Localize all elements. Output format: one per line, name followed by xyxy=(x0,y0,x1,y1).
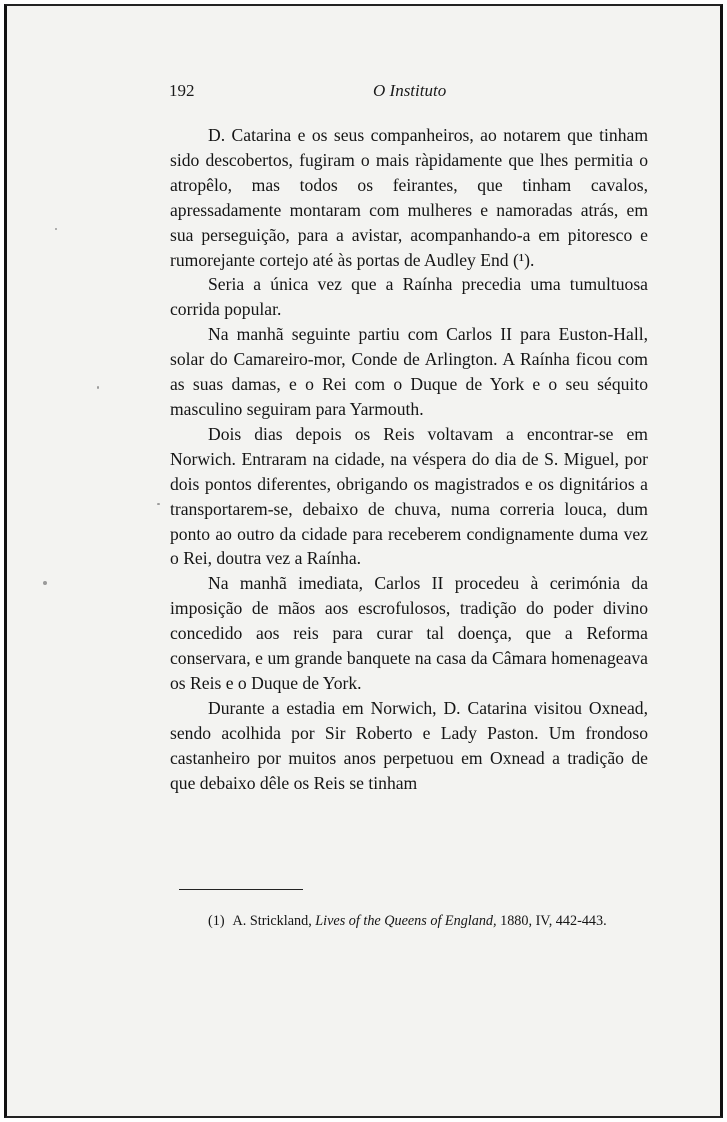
paper-speck xyxy=(43,581,47,585)
paragraph: Dois dias depois os Reis voltavam a encontrar-se em Norwich. Entraram na cidade, na véspera do dia de S. Miguel, por dois pontos diferentes, obrigando os magistrados e os dignitários a transportarem-se, debaixo de chuva, numa correria louca, dum ponto ao outro da cidade para receberem condignamente duma vez o Rei, doutra vez a Raínha. xyxy=(170,423,648,569)
footnote-divider xyxy=(179,889,303,890)
footnote-author: A. Strickland, xyxy=(232,913,312,929)
paragraph: D. Catarina e os seus companheiros, ao notarem que tinham sido descobertos, fugiram o mais ràpidamente que lhes permitia o atropêlo, mas todos os feirantes, que tinham cavalos, apressadamente montaram com mulheres e namoradas atrás, em sua perseguição, para a avistar, acompanhando-a em pitoresco e rumorejante cortejo até às portas de Audley End (¹). xyxy=(170,125,648,270)
footnote-label: (1) xyxy=(208,913,225,929)
paragraph: Na manhã seguinte partiu com Carlos II para Euston-Hall, solar do Camareiro-mor, Conde de Arlington. A Raínha ficou com as suas damas, e o Rei com o Duque de York e o seu séquito masculino seguiram para Yarmouth. xyxy=(170,324,648,419)
body-text xyxy=(170,123,648,795)
paper-speck xyxy=(97,386,99,389)
paragraph: Durante a estadia em Norwich, D. Catarina visitou Oxnead, sendo acolhida por Sir Roberto e Lady Paston. Um frondoso castanheiro por muitos anos perpetuou em Oxnead a tradição de que debaixo dêle os Reis se tinham xyxy=(170,697,648,793)
footnote xyxy=(170,911,648,931)
paper-speck xyxy=(55,228,57,230)
page-number: 192 xyxy=(169,81,195,100)
paragraph: Seria a única vez que a Raínha precedia uma tumultuosa corrida popular. xyxy=(170,274,648,320)
footnote-title: Lives of the Queens of England, xyxy=(315,913,497,929)
book-page xyxy=(4,4,723,1118)
journal-title: O Instituto xyxy=(373,81,447,100)
paper-speck xyxy=(157,503,160,505)
running-head xyxy=(7,81,720,105)
footnote-details: 1880, IV, 442-443. xyxy=(500,913,607,929)
paragraph: Na manhã imediata, Carlos II procedeu à cerimónia da imposição de mãos aos escrofulosos, tradição do poder divino concedido aos reis para curar tal doença, que a Reforma conservara, e um grande banquete na casa da Câmara homenageava os Reis e o Duque de York. xyxy=(170,573,648,693)
